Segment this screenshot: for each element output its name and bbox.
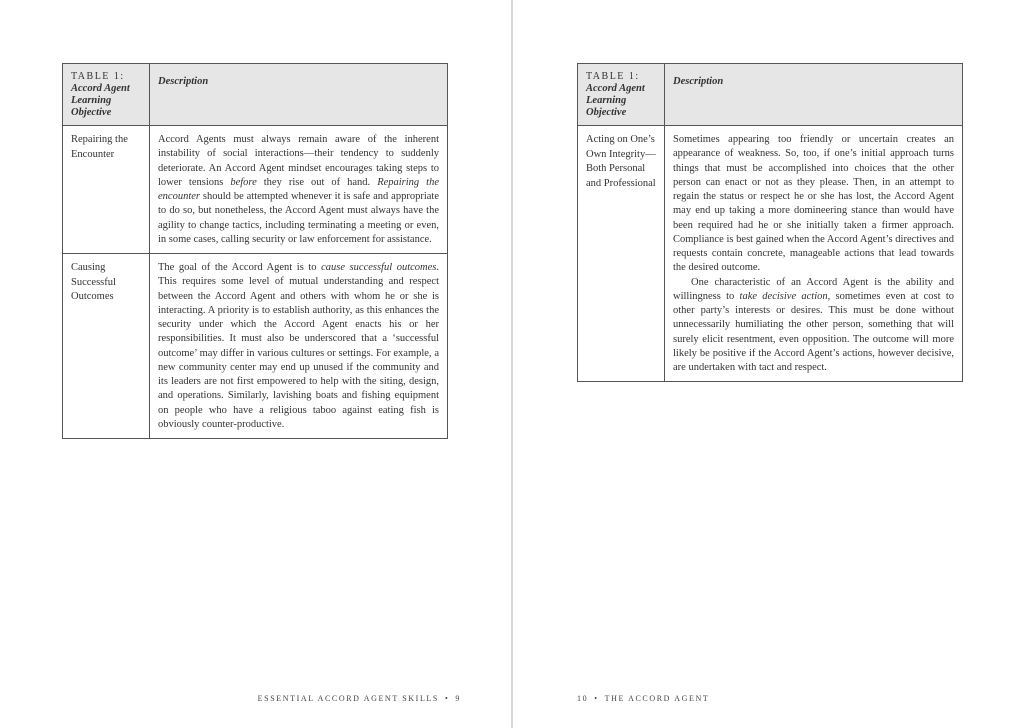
running-head: ESSENTIAL ACCORD AGENT SKILLS <box>257 694 439 703</box>
page-number: 9 <box>455 694 461 703</box>
description-paragraph: Sometimes appearing too friendly or uncertain creates an appearance of weakness. So, too, if one’s initial approach turns things that must be accomplished into choices that the other person can enact or not as they please. Then, in an attempt to regain the status or respect he or she has lost, the Accord Agent may end up taking a more domineering stance than would have been required had he or she initially taken a firmer approach. Compliance is best gained when the Accord Agent’s directives and requests contain concrete, manageable actions that lead towards the desired outcome. <box>673 134 954 274</box>
footer-bullet: • <box>594 694 599 703</box>
learning-objectives-table <box>62 63 448 439</box>
running-head: THE ACCORD AGENT <box>604 694 710 703</box>
table-row <box>63 126 448 254</box>
page-number: 10 <box>577 694 589 703</box>
description-cell <box>665 126 963 382</box>
description-paragraph: The goal of the Accord Agent is to cause successful outcomes. This requires some level of mutual understanding and respect between the Accord Agent and others with whom he or she is interacting. A priority is to establish authority, as this enhances the security under which the Accord Agent enacts his or her responsibilities. It must also be underscored that a ‘successful outcome’ may differ in various cultures or settings. For example, a new community center may end up unused if the community and its leaders are not first empowered to help with the siting, design, and operations. Similarly, lavishing boats and fishing equipment on people who have a religious taboo against eating fish is obviously counter-productive. <box>158 262 439 430</box>
objective-cell: Repairing the Encounter <box>63 126 150 254</box>
table-caption-label: TABLE 1: <box>586 71 640 82</box>
description-header-label: Description <box>158 76 209 87</box>
learning-objectives-table <box>577 63 963 382</box>
table-caption-title: Accord Agent Learning Objective <box>586 83 645 118</box>
table-caption <box>63 64 150 126</box>
description-column-header <box>665 64 963 126</box>
description-cell <box>150 254 448 439</box>
page-footer <box>577 694 709 703</box>
table-header-row <box>578 64 963 126</box>
description-paragraph: Accord Agents must always remain aware of the inherent instability of social interactions—their tendency to suddenly deteriorate. An Accord Agent mindset encourages taking steps to lower tensions before they rise out of hand. Repairing the encounter should be attempted whenever it is safe and appropriate to do so, but nonetheless, the Accord Agent must always have the agility to change tactics, including terminating a meeting or even, in some cases, calling security or law enforcement for assistance. <box>158 134 440 245</box>
footer-bullet: • <box>444 694 450 703</box>
table-caption <box>578 64 665 126</box>
left-page <box>0 0 511 728</box>
description-cell <box>150 126 448 254</box>
description-paragraph: One characteristic of an Accord Agent is the ability and willingness to take decisive action, sometimes even at cost to other party’s interests or desires. This must be done without unnecessarily humiliating the other person, something that will surely elicit resentment, even opposition. The outcome will more likely be positive if the Accord Agent’s actions, however decisive, are undertaken with tact and respect. <box>673 276 954 373</box>
table-header-row <box>63 64 448 126</box>
objective-cell: Causing Successful Outcomes <box>63 254 150 439</box>
page-footer <box>258 694 461 703</box>
table-caption-label: TABLE 1: <box>71 71 125 82</box>
description-column-header <box>150 64 448 126</box>
table-caption-title: Accord Agent Learning Objective <box>71 83 130 118</box>
table-row <box>578 126 963 382</box>
right-page <box>513 0 1024 728</box>
description-header-label: Description <box>673 76 724 87</box>
objective-cell: Acting on One’s Own Integrity—Both Personal and Professional <box>578 126 665 382</box>
table-row <box>63 254 448 439</box>
